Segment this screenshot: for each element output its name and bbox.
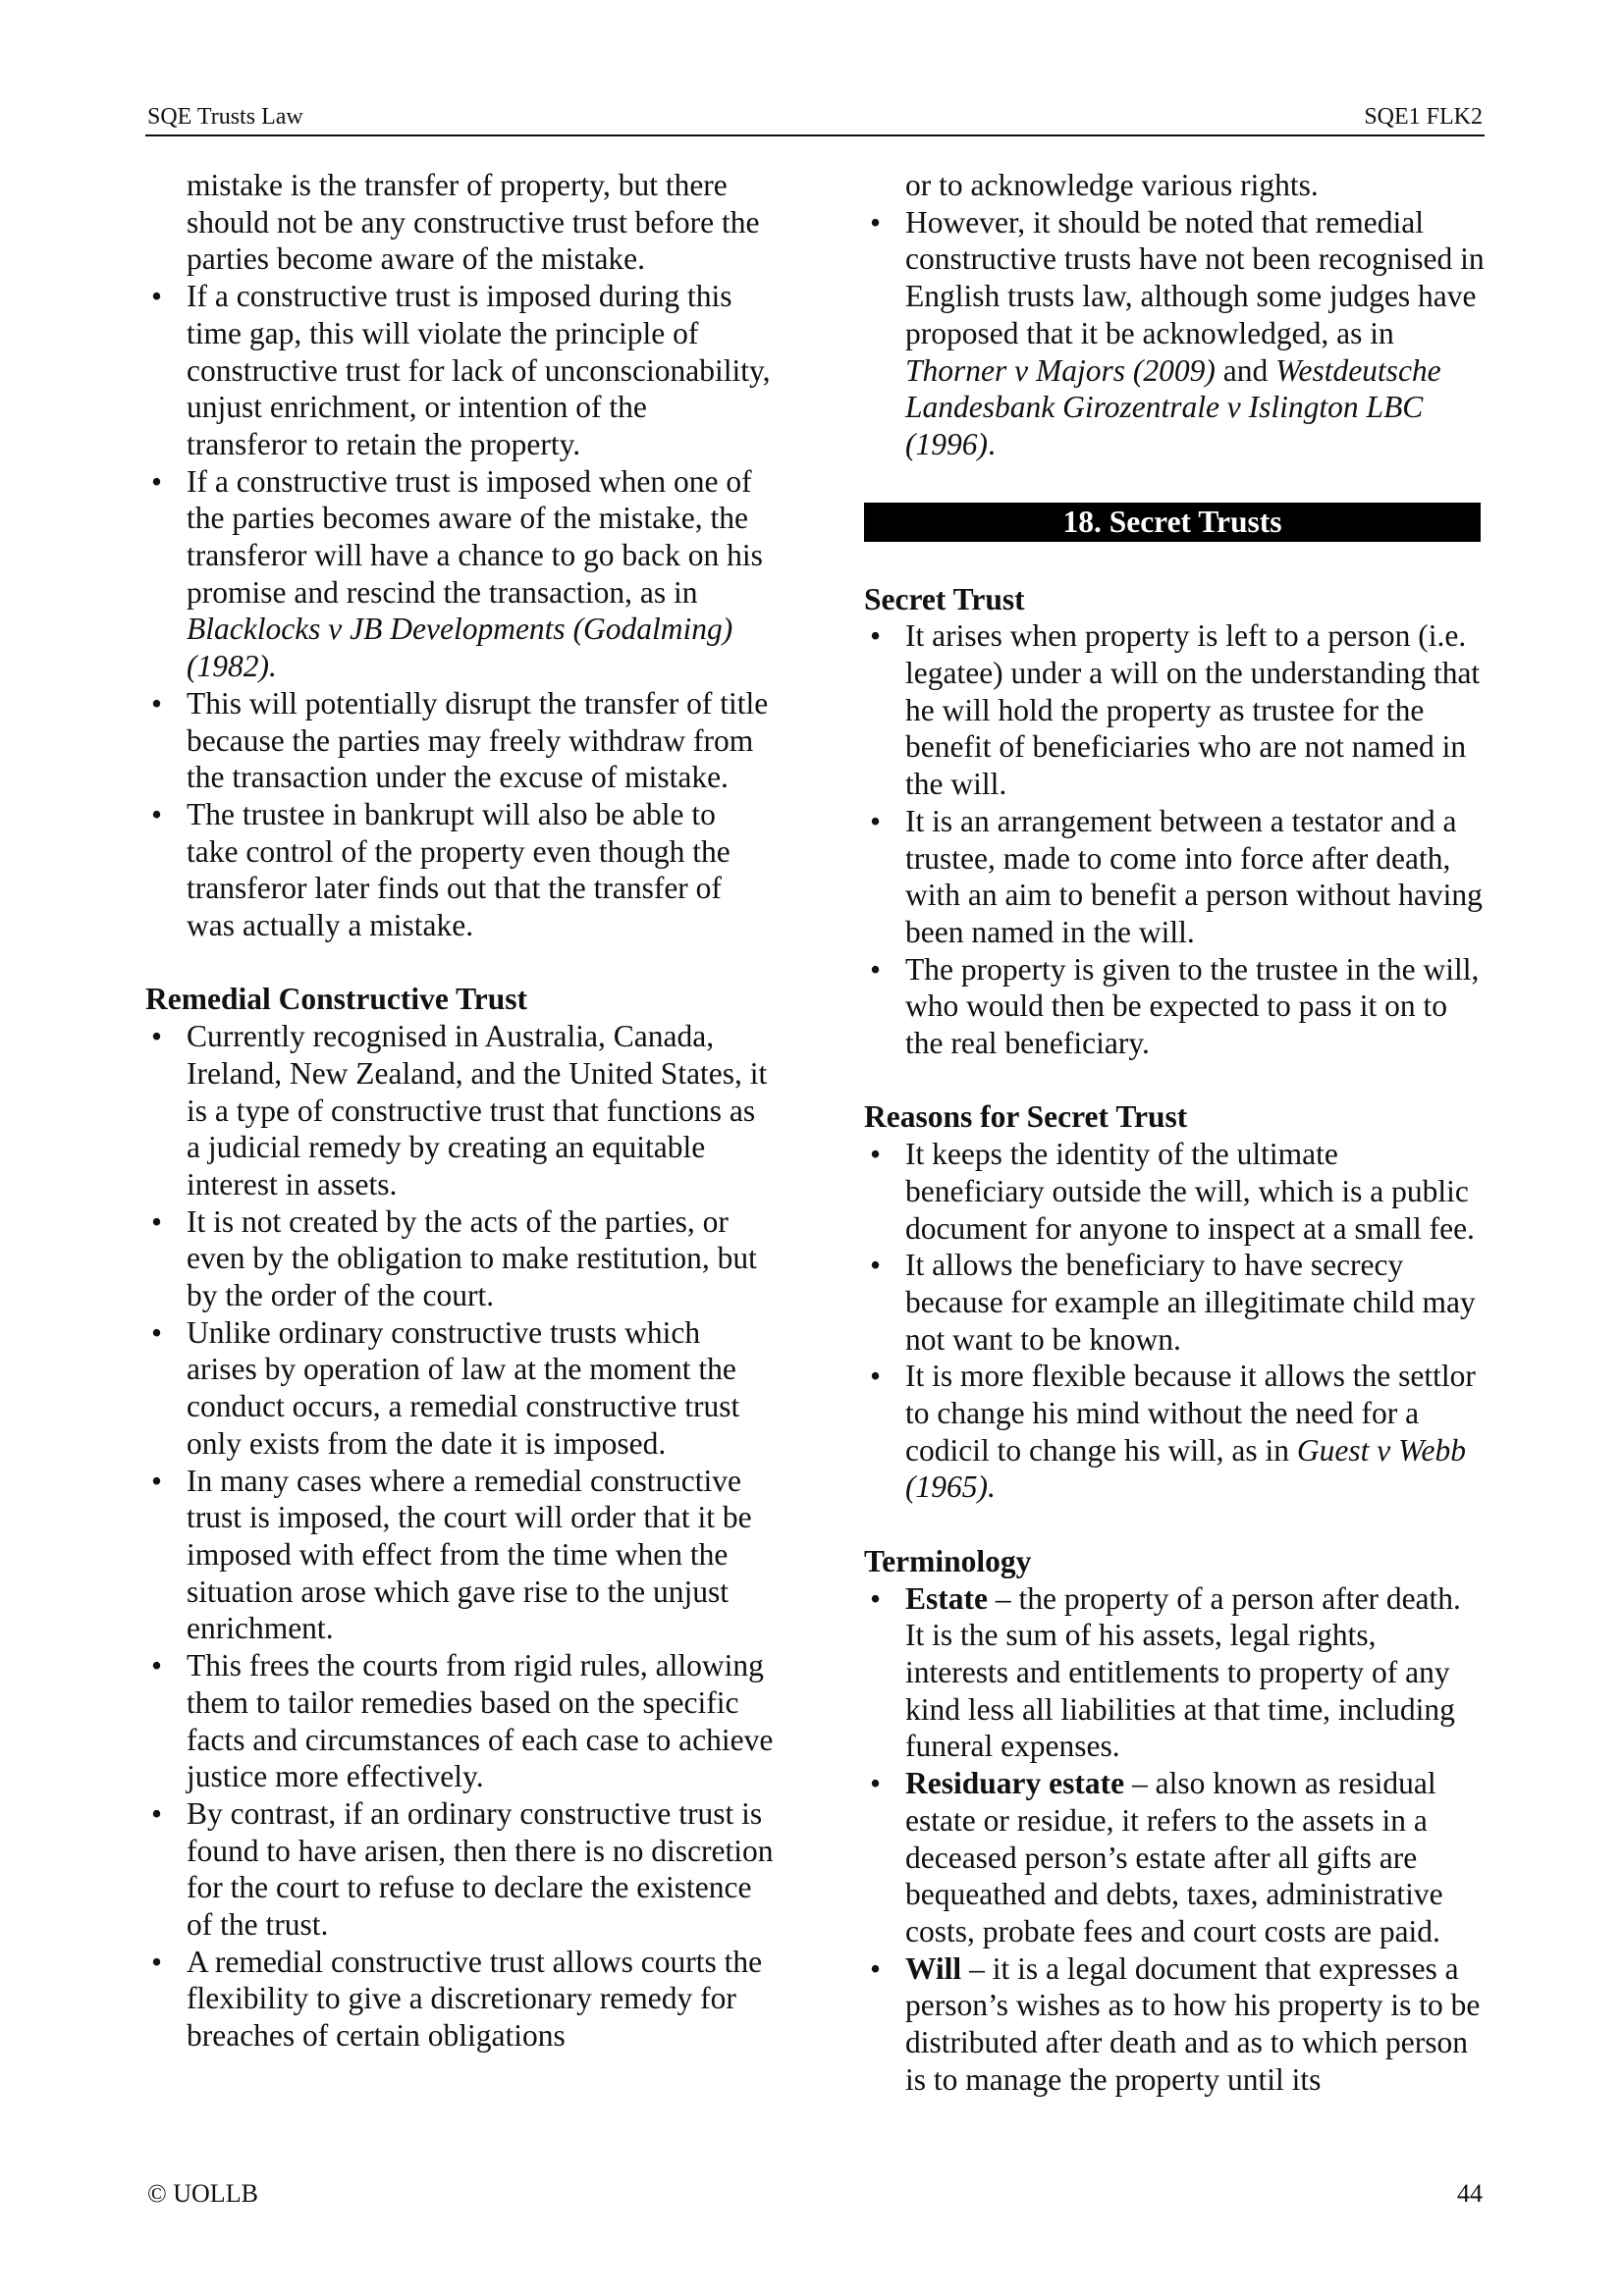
continuation-text: or to acknowledge various rights. bbox=[905, 168, 1319, 202]
secret-trust-list bbox=[864, 617, 1485, 1061]
list-item: • This will potentially disrupt the transfer of title because the parties may freely withdraw from the transaction under the excuse of mistake. bbox=[145, 685, 774, 796]
list-item: • By contrast, if an ordinary constructive trust is found to have arisen, then there is no discretion for the court to refuse to declare the existence of the trust. bbox=[145, 1795, 774, 1944]
list-item: • This frees the courts from rigid rules, allowing them to tailor remedies based on the specific facts and circumstances of each case to achieve justice more effectively. bbox=[145, 1647, 774, 1795]
list-item: • It allows the beneficiary to have secrecy because for example an illegitimate child may not want to be known. bbox=[864, 1247, 1485, 1358]
page-number: 44 bbox=[1457, 2179, 1483, 2208]
list-item: • In many cases where a remedial constructive trust is imposed, the court will order that it be imposed with effect from the time when the situation arose which gave rise to the unjust enrichment. bbox=[145, 1463, 774, 1648]
list-item: • If a constructive trust is imposed during this time gap, this will violate the principle of constructive trust for lack of unconscionability, unjust enrichment, or intention of the transferor to retain the property. bbox=[145, 278, 774, 463]
term-label: Will bbox=[905, 1950, 962, 1986]
list-item: • It is an arrangement between a testator and a trustee, made to come into force after death, with an aim to benefit a person without having been named in the will. bbox=[864, 803, 1485, 951]
list-item: • Currently recognised in Australia, Canada, Ireland, New Zealand, and the United States, it is a type of constructive trust that functions as a judicial remedy by creating an equitable interest in assets. bbox=[145, 1018, 774, 1203]
remedial-heading: Remedial Constructive Trust bbox=[145, 982, 528, 1017]
list-item: • It is not created by the acts of the parties, or even by the obligation to make restitution, but by the order of the court. bbox=[145, 1203, 774, 1314]
right-column bbox=[864, 167, 1485, 2098]
case-citation: Westdeutsche Landesbank Girozentrale v Islington LBC (1996) bbox=[905, 352, 1441, 461]
list-item: • The trustee in bankrupt will also be able to take control of the property even though the transferor later finds out that the transfer of was actually a mistake. bbox=[145, 796, 774, 944]
term-label: Residuary estate bbox=[905, 1766, 1125, 1801]
term-label: Estate bbox=[905, 1580, 988, 1616]
terminology-heading: Terminology bbox=[864, 1543, 1032, 1578]
list-item: • It keeps the identity of the ultimate beneficiary outside the will, which is a public document for anyone to inspect at a small fee. bbox=[864, 1136, 1485, 1247]
case-citation: Thorner v Majors (2009) bbox=[905, 352, 1216, 388]
list-item: • The property is given to the trustee in the will, who would then be expected to pass it on to the real beneficiary. bbox=[864, 951, 1485, 1062]
page-header bbox=[145, 98, 1485, 136]
secret-trust-heading: Secret Trust bbox=[864, 581, 1025, 616]
list-item: • It is more flexible because it allows the settlor to change his mind without the need for a codicil to change his will, as in Guest v Webb (1965). bbox=[864, 1358, 1485, 1506]
list-item: • Unlike ordinary constructive trusts which arises by operation of law at the moment the conduct occurs, a remedial constructive trust only exists from the date it is imposed. bbox=[145, 1314, 774, 1463]
mistake-bullet-list bbox=[145, 278, 774, 944]
reasons-list bbox=[864, 1136, 1485, 1506]
terminology-list bbox=[864, 1580, 1485, 2099]
header-code: SQE1 FLK2 bbox=[1364, 104, 1483, 130]
section-title: 18. Secret Trusts bbox=[864, 503, 1481, 542]
header-title: SQE Trusts Law bbox=[147, 104, 303, 130]
reasons-heading: Reasons for Secret Trust bbox=[864, 1099, 1188, 1135]
list-item: • Residuary estate – also known as residual estate or residue, it refers to the assets in a deceased person’s estate after all gifts are bequeathed and debts, taxes, administrative costs, probate fees and court costs are paid. bbox=[864, 1765, 1485, 1950]
left-column bbox=[145, 167, 774, 2055]
list-item: • Will – it is a legal document that expresses a person’s wishes as to how his property is to be distributed after death and as to which person is to manage the property until its bbox=[864, 1950, 1485, 2099]
remedial-note-list bbox=[864, 204, 1485, 463]
list-item: • A remedial constructive trust allows courts the flexibility to give a discretionary remedy for breaches of certain obligations bbox=[145, 1944, 774, 2055]
list-item: • If a constructive trust is imposed when one of the parties becomes aware of the mistake, the transferor will have a chance to go back on his promise and rescind the transaction, as in Blacklocks v JB Developments (Godalming) (1982). bbox=[145, 463, 774, 685]
list-item: • Estate – the property of a person after death. It is the sum of his assets, legal rights, interests and entitlements to property of any kind less all liabilities at that time, including funeral expenses. bbox=[864, 1580, 1485, 1766]
case-citation: Guest v Webb (1965). bbox=[905, 1432, 1466, 1505]
list-item: • It arises when property is left to a person (i.e. legatee) under a will on the understanding that he will hold the property as trustee for the benefit of beneficiaries who are not named in the will. bbox=[864, 617, 1485, 803]
remedial-bullet-list bbox=[145, 1018, 774, 2055]
case-citation: Blacklocks v JB Developments (Godalming) (1982). bbox=[187, 612, 733, 684]
footer-copyright: © UOLLB bbox=[147, 2179, 258, 2208]
continuation-text: mistake is the transfer of property, but there should not be any constructive trust before the parties become aware of the mistake. bbox=[187, 168, 760, 277]
list-item: • However, it should be noted that remedial constructive trusts have not been recognised in English trusts law, although some judges have proposed that it be acknowledged, as in Thorner v Majors (2009) and Westdeutsche Landesbank Girozentrale v Islington LBC (1996). bbox=[864, 204, 1485, 463]
